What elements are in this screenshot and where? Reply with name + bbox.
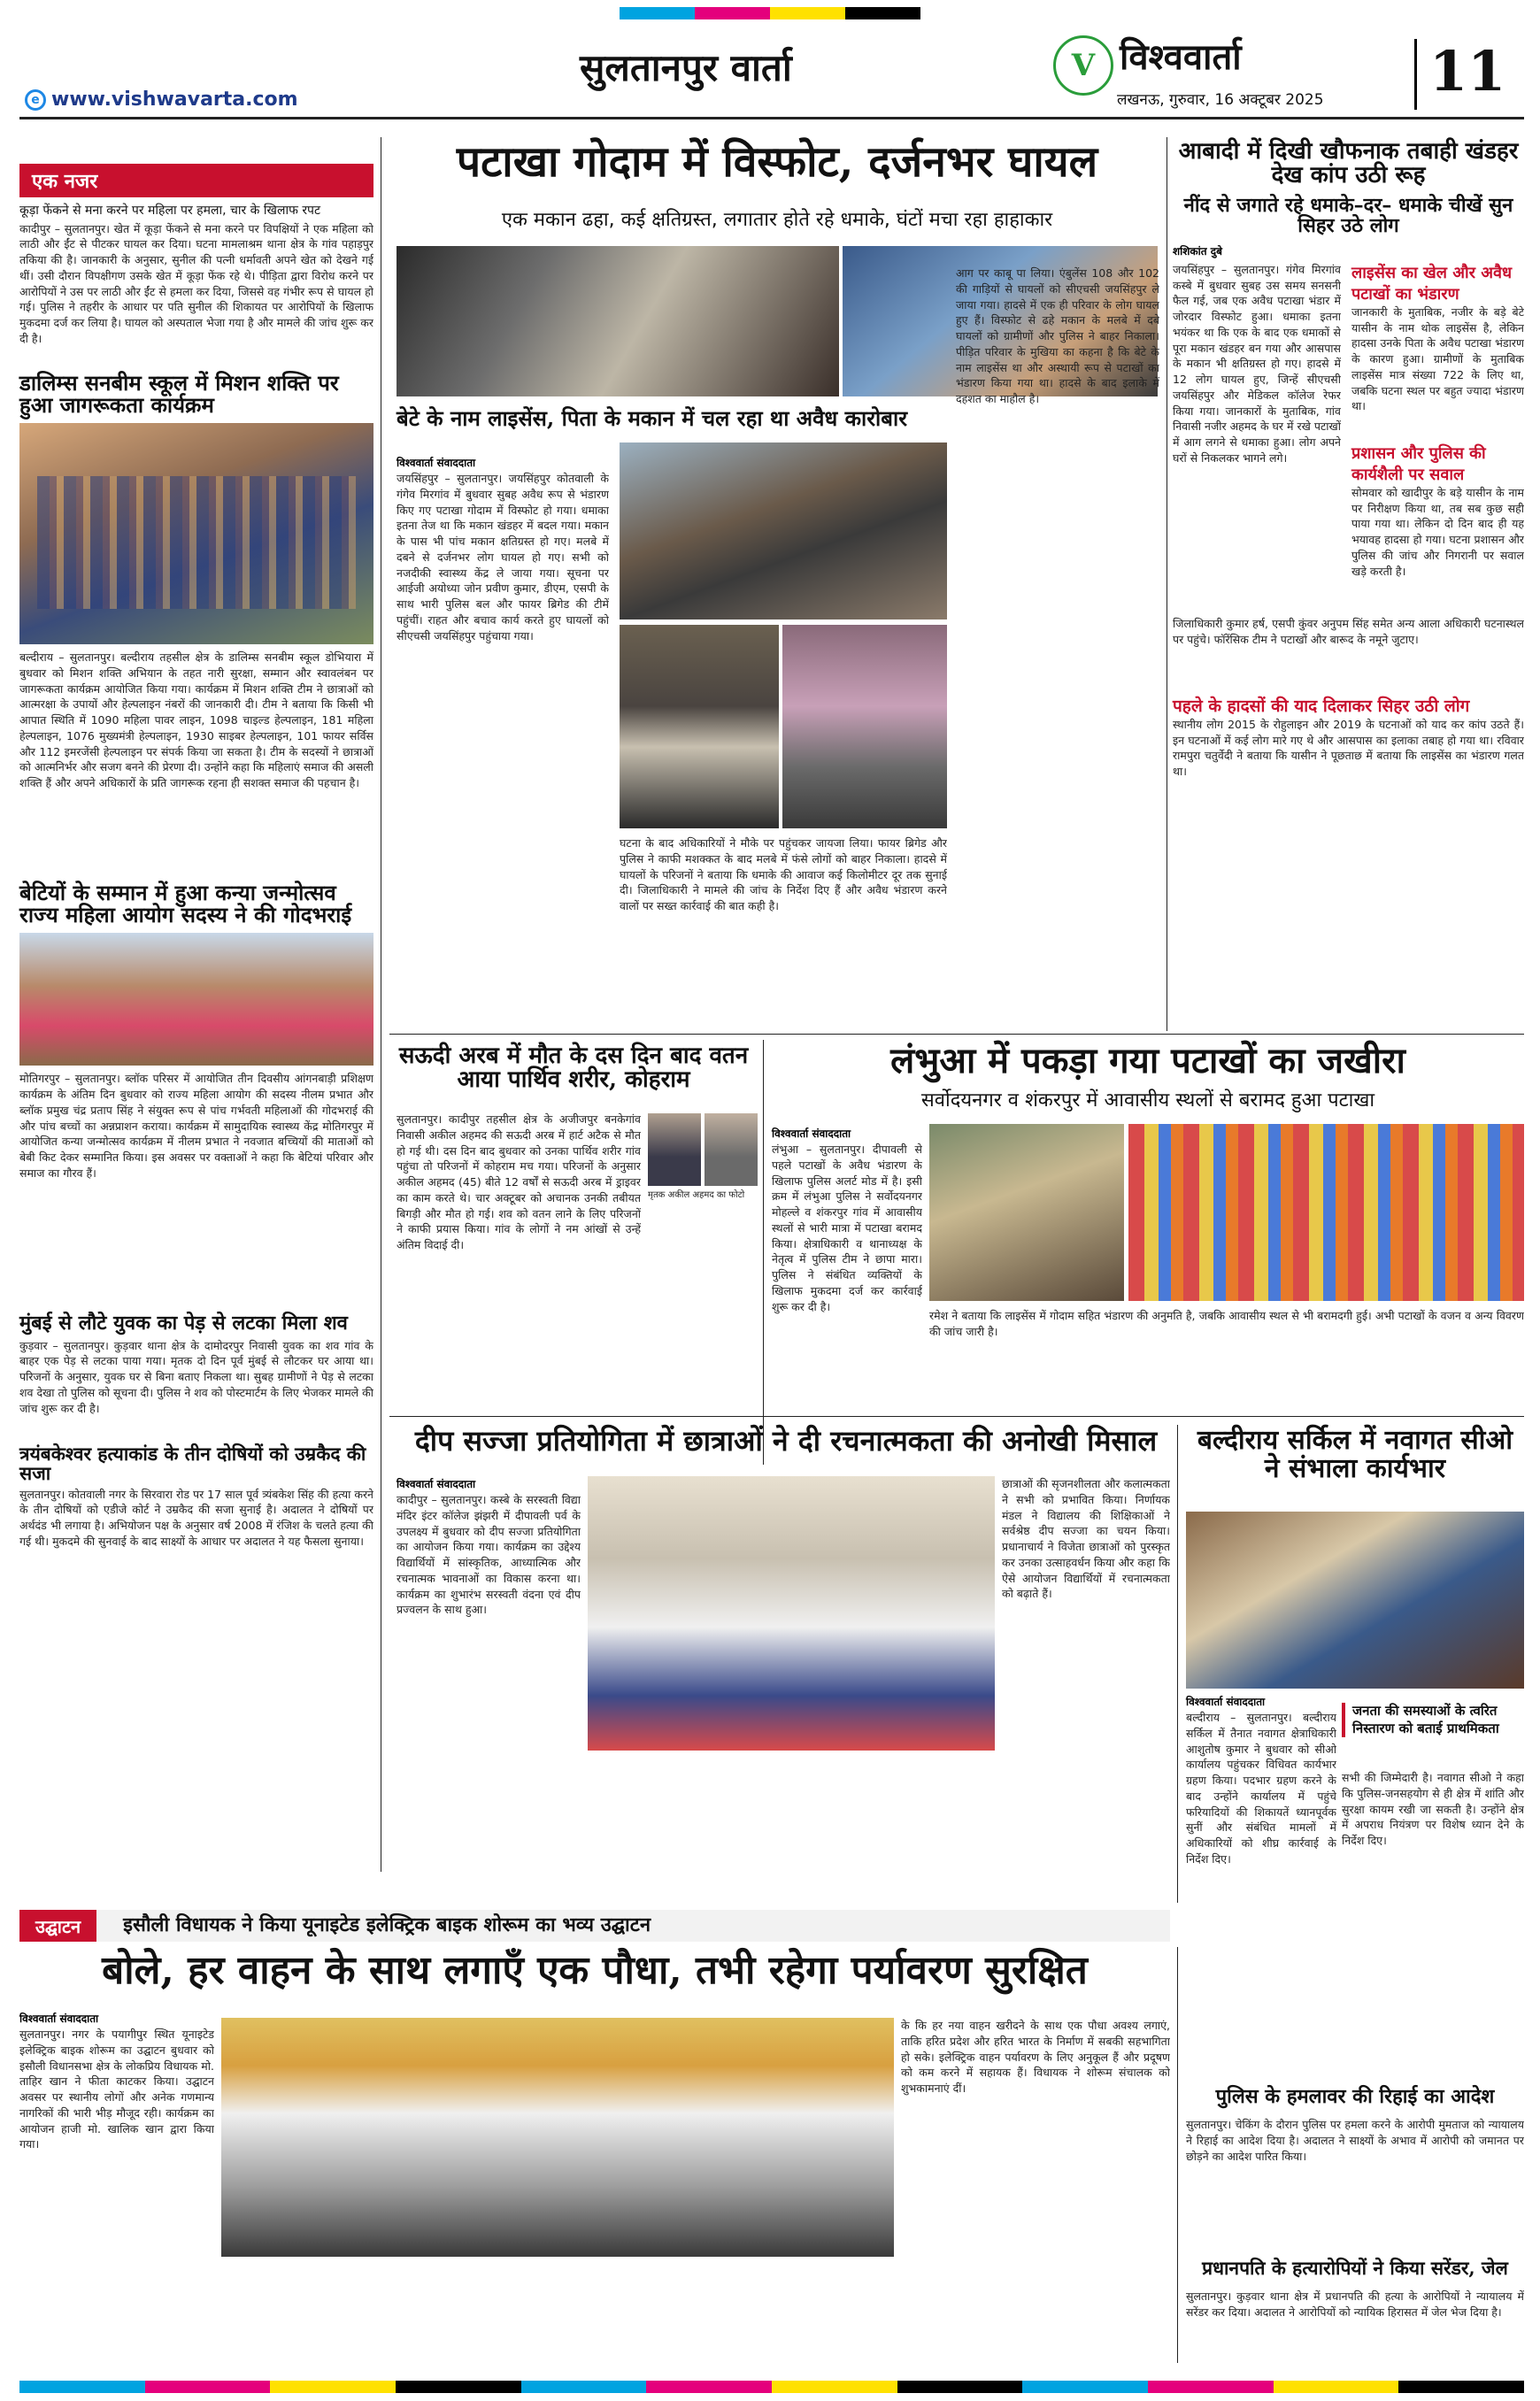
co-office-photo (1186, 1512, 1524, 1689)
udghatan-byline: विश्ववार्ता संवाददाता (19, 2012, 99, 2025)
saudi-rule (763, 1040, 764, 1465)
baldirai-body2: सभी की जिम्मेदारी है। नवागत सीओ ने कहा कि पुलिस-जनसहयोग से ही क्षेत्र में शांति और सुरक्षा कायम रखी जा सकती है। उन्होंने क्षेत्र में अपराध नियंत्रण पर विशेष ध्यान देने के निर्देश दिए। (1342, 1771, 1524, 1847)
students-group-photo (588, 1476, 995, 1751)
lead-body-col1: जयसिंहपुर – सुलतानपुर। जयसिंहपुर कोतवाली के गंगेव मिरगांव में बुधवार सुबह अवैध रूप से भंडारण किए गए पटाखा गोदाम में विस्फोट हो गया। धमाका इतना तेज था कि मकान खंडहर में बदल गया। मकान के पास भी पांच मकान क्षतिग्रस्त हो गए। मलबे में दबने से दर्जनभर लोग घायल हो गए। सभी को नजदीकी स्वास्थ्य केंद्र ले जाया गया। सूचना पर आईजी अयोध्या जोन प्रवीण कुमार, डीएम, एसपी के साथ भारी पुलिस बल और फायर ब्रिगेड की टीमें पहुंचीं। राहत और बचाव कार्य करते हुए घायलों को सीएचसी जयसिंहपुर पहुंचाया गया। (397, 472, 609, 643)
deep-byline: विश्ववार्ता संवाददाता (397, 1478, 476, 1490)
box1-title: लाइसेंस का खेल और अवैध पटाखों का भंडारण (1351, 263, 1513, 304)
mid-rule-2 (389, 1416, 1524, 1417)
lead-body-col3: घटना के बाद अधिकारियों ने मौके पर पहुंचकर जायजा लिया। फायर ब्रिगेड और पुलिस ने काफी मशक्कत के बाद मलबे में फंसे लोगों को बाहर निकाला। हादसे में घायलों के परिजनों ने बताया कि धमाके की आवाज कई किलोमीटर दूर तक सुनाई दी। जिलाधिकारी ने मामले की जांच के निर्देश दिए हैं और अवैध भंडारण करने वालों पर सख्त कार्रवाई की बात कही है। (620, 836, 947, 912)
lead-kicker: बेटे के नाम लाइसेंस, पिता के मकान में चल रहा था अवैध कारोबार (397, 405, 908, 431)
lead-body-col2: आग पर काबू पा लिया। एंबुलेंस 108 और 102 की गाड़ियों से घायलों को सीएचसी जयसिंहपुर ले जाया गया। हादसे में एक ही परिवार के लोग घायल हुए हैं। विस्फोट से ढहे मकान के मलबे में दबे घायलों को ग्रामीणों और पुलिस ने बाहर निकाला। पीड़ित परिवार के मुखिया का कहना है कि बेटे के नाम लाइसेंस था और अस्थायी रूप से पटाखों का भंडारण किया गया था। हादसे के बाद इलाके में दहशत का माहौल है। (956, 266, 1159, 405)
page-number: 11 (1429, 39, 1506, 104)
lambhua-subhead: सर्वोदयनगर व शंकरपुर में आवासीय स्थलों से बरामद हुआ पटाखा (920, 1089, 1375, 1112)
injured-victims-photo (397, 246, 839, 396)
box2-title: प्रशासन और पुलिस की कार्यशैली पर सवाल (1351, 443, 1486, 484)
crowd-debris-photo (782, 625, 947, 828)
story1-headline: कूड़ा फेंकने से मना करने पर महिला पर हमला, चार के खिलाफ रपट (19, 204, 321, 218)
right-top-box (1173, 140, 1524, 1034)
seized-crackers-photo-1 (929, 1124, 1124, 1301)
saudi-headline: सऊदी अरब में मौत के दस दिन बाद वतन आया पार्थिव शरीर, कोहराम (398, 1043, 749, 1094)
header (0, 0, 1540, 119)
police-headline2: प्रधानपति के हत्यारोपियों ने किया सरेंडर, जेल (1202, 2257, 1508, 2279)
udghatan-body: सुलतानपुर। नगर के पयागीपुर स्थित यूनाइटेड इलेक्ट्रिक बाइक शोरूम का उद्घाटन बुधवार को इसौली विधानसभा क्षेत्र के लोकप्रिय विधायक मो. ताहिर खान ने फीता काटकर किया। उद्घाटन अवसर पर स्थानीय लोगों और अनेक गणमान्य नागरिकों की भारी भीड़ मौजूद रही। कार्यक्रम का आयोजन हाजी मो. खालिक खान द्वारा किया गया। (19, 2028, 214, 2151)
box1-body: जानकारी के मुताबिक, नजीर के बड़े बेटे यासीन के नाम थोक लाइसेंस है, लेकिन हादसा उनके पिता के अवैध पटाखा भंडारण के कारण हुआ। ग्रामीणों के मुताबिक लाइसेंस मात्र संख्या 722 के लिए था, जबकि घटना स्थल पर बहुत ज्यादा भंडारण था। (1351, 304, 1524, 413)
collapsed-house-photo (620, 442, 947, 619)
police-rule (1177, 1947, 1178, 2363)
page-number-divider (1414, 39, 1417, 110)
deep-headline: दीप सज्जा प्रतियोगिता में छात्राओं ने दी रचनात्मकता की अनोखी मिसाल (414, 1424, 1158, 1458)
brand-name: विश्ववार्ता (1120, 36, 1242, 78)
saudi-photo-caption: मृतक अकील अहमद का फोटो (648, 1190, 745, 1200)
registration-mark-bottom (19, 2381, 1524, 2393)
story3-headline: बेटियों के सम्मान में हुआ कन्या जन्मोत्सव राज्य महिला आयोग सदस्य ने की गोदभराई (19, 880, 352, 928)
story5-headline: त्रयंबकेश्वर हत्याकांड के तीन दोषियों को उम्रकैद की सजा (19, 1442, 366, 1484)
right-byline: शशिकांत दुबे (1173, 244, 1222, 258)
baldirai-body: बल्दीराय – सुलतानपुर। बल्दीराय सर्किल में तैनात नवागत क्षेत्राधिकारी आशुतोष कुमार ने बुधवार को सीओ कार्यालय पहुंचकर विधिवत कार्यभार ग्रहण किया। पदभार ग्रहण करने के बाद उन्होंने कार्यालय में पहुंचे फरियादियों की शिकायतें ध्यानपूर्वक सुनीं और संबंधित मामलों में अधिकारियों को शीघ्र कार्रवाई के निर्देश दिए। (1186, 1711, 1336, 1866)
ie-globe-icon: e (25, 89, 46, 111)
registration-mark-top (620, 7, 920, 19)
deep-rule (1177, 1425, 1178, 1903)
ek-nazar-tag: एक नजर (19, 164, 373, 197)
story1-body: कादीपुर – सुलतानपुर। खेत में कूड़ा फेंकने से मना करने पर विपक्षियों ने एक महिला को लाठी और ईंट से पीटकर घायल कर दिया। घटना मामलाश्रम थाना क्षेत्र के गांव पहाड़पुर तकिया की है। जानकारी के अनुसार, सुनील की पत्नी धर्मावती अपने खेत को देखने गई थीं। उसी दौरान विपक्षीगण उसके खेत में कूड़ा फेंक रहे थे। पीड़िता द्वारा विरोध करने पर आरोपियों ने उस पर लाठी और ईंट से हमला कर दिया, जिससे वह गंभीर रूप से घायल हो गई। पुलिस ने तहरीर के आधार पर पति सुनील की शिकायत पर आरोपियों के खिलाफ मुकदमा दर्ज कर लिया है। घायल को अस्पताल भेजा गया है और मामले की जांच शुरू कर दी है। (19, 221, 373, 345)
header-rule (19, 117, 1524, 119)
police-body2: सुलतानपुर। कुड़वार थाना क्षेत्र में प्रधानपति की हत्या के आरोपियों ने न्यायालय में सरेंडर कर दिया। अदालत ने आरोपियों को न्यायिक हिरासत में जेल भेज दिया है। (1186, 2289, 1524, 2319)
udghatan-headline: बोले, हर वाहन के साथ लगाएँ एक पौधा, तभी रहेगा पर्यावरण सुरक्षित (102, 1948, 1088, 1993)
box3-body: स्थानीय लोग 2015 के रोहुलाइन और 2019 के घटनाओं को याद कर कांप उठते हैं। इन घटनाओं में कई लोग मारे गए थे और आसपास का इलाका तबाह हो गया था। रविवार रामपुरा चतुर्वेदी ने बताया कि यासीन ने पूछताछ में बताया कि लाइसेंस का भंडारण गलत था। (1173, 717, 1524, 779)
right-col2-body: जिलाधिकारी कुमार हर्ष, एसपी कुंवर अनुपम सिंह समेत अन्य आला अधिकारी घटनास्थल पर पहुंचे। फॉरेंसिक टीम ने पटाखों और बारूद के नमूने जुटाए। (1173, 616, 1524, 646)
lambhua-body2: रमेश ने बताया कि लाइसेंस में गोदाम सहित भंडारण की अनुमति है, जबकि आवासीय स्थल से भी बरामदगी हुई। अभी पटाखों के वजन व अन्य विवरण की जांच जारी है। (929, 1309, 1524, 1338)
right-headline1: आबादी में दिखी खौफनाक तबाही खंडहर देख कांप उठी रूह (1178, 138, 1519, 189)
deep-body: कादीपुर – सुलतानपुर। कस्बे के सरस्वती विद्या मंदिर इंटर कॉलेज झंझरी में दीपावली पर्व के उपलक्ष्य में बुधवार को दीप सज्जा प्रतियोगिता का आयोजन किया गया। कार्यक्रम का उद्देश्य विद्यार्थियों में सांस्कृतिक, आध्यात्मिक और रचनात्मक भावनाओं का विकास करना था। कार्यक्रम का शुभारंभ सरस्वती वंदना एवं दीप प्रज्वलन के साथ हुआ। (397, 1493, 581, 1617)
showroom-inauguration-photo (221, 2018, 894, 2257)
mid-rule-1 (389, 1034, 1524, 1035)
deceased-portrait-photo-1 (648, 1113, 701, 1186)
saudi-body: सुलतानपुर। कादीपुर तहसील क्षेत्र के अजीजपुर बनकेगांव निवासी अकील अहमद की सऊदी अरब में हार्ट अटैक से मौत हो गई थी। दस दिन बाद बुधवार को उनका पार्थिव शरीर गांव पहुंचा तो परिजनों में कोहराम मच गया। परिजनों के अनुसार अकील अहमद (45) बीते 12 वर्षों से सऊदी अरब में ड्राइवर का काम करते थे। चार अक्टूबर को अचानक उनकी तबीयत बिगड़ी और मौत हो गई। शव को वतन लाने के लिए परिजनों ने काफी प्रयास किया। गांव के लोगों ने नम आंखों से उन्हें अंतिम विदाई दी। (397, 1112, 641, 1251)
story5-body: सुलतानपुर। कोतवाली नगर के सिरवारा रोड पर 17 साल पूर्व त्र्यंबकेश सिंह की हत्या करने के तीन दोषियों को एडीजे कोर्ट ने उम्रकैद की सजा सुनाई है। अदालत ने दोषियों पर अर्थदंड भी लगाया है। अभियोजन पक्ष के अनुसार वर्ष 2008 में रंजिश के चलते हत्या की गई थी। मुकदमे की सुनवाई के बाद साक्ष्यों के आधार पर अदालत ने यह फैसला सुनाया। (19, 1487, 373, 1548)
baldirai-pullquote: जनता की समस्याओं के त्वरित निस्तारण को बताई प्राथमिकता (1342, 1703, 1524, 1737)
police-body: सुलतानपुर। चेकिंग के दौरान पुलिस पर हमला करने के आरोपी मुमताज को न्यायालय ने रिहाई का आदेश दिया है। अदालत ने साक्ष्यों के अभाव में आरोपी को जमानत पर छोड़ने का आदेश पारित किया। (1186, 2118, 1524, 2163)
story4-body: कुड़वार – सुलतानपुर। कुड़वार थाना क्षेत्र के दामोदरपुर निवासी युवक का शव गांव के बाहर एक पेड़ से लटका पाया गया। मृतक दो दिन पूर्व मुंबई से लौटकर घर आया था। परिजनों के अनुसार, युवक घर से बिना बताए निकला था। सुबह ग्रामीणों ने पेड़ से लटका शव देखा तो पुलिस को सूचना दी। पुलिस ने शव को पोस्टमार्टम के लिए भेजकर मामले की जांच शुरू कर दी है। (19, 1338, 373, 1415)
box2-body: सोमवार को खादीपुर के बड़े यासीन के नाम पर निरीक्षण किया था, तब सब कुछ सही पाया गया था। लेकिन दो दिन बाद ही यह भयावह हादसा हो गया। घटना प्रशासन और पुलिस की जांच और निगरानी पर सवाल खड़े करती है। (1351, 485, 1524, 578)
police-headline: पुलिस के हमलावर की रिहाई का आदेश (1215, 2085, 1495, 2108)
udghatan-banner (19, 1910, 1170, 1942)
deceased-portrait-photo-2 (705, 1113, 758, 1186)
mission-shakti-photo (19, 423, 373, 644)
baldirai-headline: बल्दीराय सर्किल में नवागत सीओ ने संभाला कार्यभार (1197, 1425, 1513, 1484)
right-headline2: नींद से जगाते रहे धमाके–दर– धमाके चीखें सुन सिहर उठे लोग (1183, 193, 1513, 237)
lead-byline: विश्ववार्ता संवाददाता (397, 457, 476, 469)
udghatan-kicker: इसौली विधायक ने किया यूनाइटेड इलेक्ट्रिक बाइक शोरूम का भव्य उद्घाटन (123, 1913, 651, 1937)
udghatan-body2: के कि हर नया वाहन खरीदने के साथ एक पौधा अवश्य लगाएं, ताकि हरित प्रदेश और हरित भारत के निर्माण में सबकी सहभागिता हो सके। इलेक्ट्रिक वाहन पर्यावरण के लिए अनुकूल हैं और प्रदूषण को कम करने में सहायक हैं। विधायक ने शोरूम संचालक को शुभकामनाएं दीं। (901, 2019, 1170, 2095)
story3-body: मोतिगरपुर – सुलतानपुर। ब्लॉक परिसर में आयोजित तीन दिवसीय आंगनबाड़ी प्रशिक्षण कार्यक्रम के अंतिम दिन बुधवार को राज्य महिला आयोग की सदस्य नीलम प्रभात और ब्लॉक प्रमुख चंद्र प्रताप सिंह ने संयुक्त रूप से पांच गर्भवती महिलाओं की गोदभराई की और पांच बच्चों का अन्नप्राशन कराया। कार्यक्रम में सामुदायिक स्वास्थ्य केंद्र मोतिगरपुर में आयोजित कन्या जन्मोत्सव कार्यक्रम में नीलम प्रभात ने नवजात बच्चियों की माताओं को बेबी किट देकर सम्मानित किया। इस अवसर पर वक्ताओं ने कहा कि बेटियां परिवार और समाज का गौरव हैं। (19, 1072, 373, 1180)
lead-headline: पटाखा गोदाम में विस्फोट, दर्जनभर घायल (456, 137, 1098, 187)
left-column (19, 164, 373, 2137)
udghatan-tag: उद्घाटन (19, 1910, 96, 1942)
dateline: लखनऊ, गुरुवार, 16 अक्टूबर 2025 (1117, 91, 1324, 109)
lambhua-body: लंभुआ – सुलतानपुर। दीपावली से पहले पटाखों के अवैध भंडारण के खिलाफ पुलिस अलर्ट मोड में है। इसी क्रम में लंभुआ पुलिस ने सर्वोदयनगर मोहल्ले व शंकरपुर गांव में आवासीय स्थलों से भारी मात्रा में पटाखा बरामद किया। क्षेत्राधिकारी व थानाध्यक्ष के नेतृत्व में पुलिस टीम ने छापा मारा। पुलिस ने संबंधित व्यक्तियों के खिलाफ मुकदमा दर्ज कर कार्रवाई शुरू कर दी है। (772, 1143, 922, 1313)
lead-subhead: एक मकान ढहा, कई क्षतिग्रस्त, लगातार होते रहे धमाके, घंटों मचा रहा हाहाकार (501, 209, 1053, 231)
story2-headline: डालिम्स सनबीम स्कूल में मिशन शक्ति पर हुआ जागरूकता कार्यक्रम (19, 369, 339, 418)
story2-body: बल्दीराय – सुलतानपुर। बल्दीराय तहसील क्षेत्र के डालिम्स सनबीम स्कूल डोभियारा में बुधवार को मिशन शक्ति अभियान के तहत नारी सुरक्षा, सम्मान और स्वावलंबन पर जागरूकता कार्यक्रम आयोजित किया गया। कार्यक्रम में मिशन शक्ति टीम ने छात्राओं को आत्मरक्षा के उपायों और हेल्पलाइन नंबरों की जानकारी दी। टीम ने बताया कि किसी भी आपात स्थिति में 1090 महिला पावर लाइन, 1098 चाइल्ड हेल्पलाइन, 181 महिला हेल्पलाइन, 1076 मुख्यमंत्री हेल्पलाइन, 1930 साइबर हेल्पलाइन, 101 फायर सर्विस और 112 इमरजेंसी हेल्पलाइन पर संपर्क किया जा सकता है। टीम के सदस्यों ने छात्राओं को आत्मनिर्भर और सजग बनने की प्रेरणा दी। उन्होंने कहा कि महिलाएं समाज की असली शक्ति हैं और अपने अधिकारों के प्रति जागरूक रहना ही सशक्त समाज की पहचान है। (19, 650, 373, 790)
deep-body2: छात्राओं की सृजनशीलता और कलात्मकता ने सभी को प्रभावित किया। निर्णायक मंडल ने विद्यालय की शिक्षिकाओं ने सर्वश्रेष्ठ दीप सज्जा का चयन किया। प्रधानाचार्य ने विजेता छात्राओं को पुरस्कृत कर उनका उत्साहवर्धन किया और कहा कि ऐसे आयोजन विद्यार्थियों में रचनात्मकता को बढ़ाते हैं। (1002, 1477, 1170, 1601)
seized-crackers-photo-2 (1128, 1124, 1524, 1301)
right-body: जयसिंहपुर – सुलतानपुर। गंगेव मिरगांव कस्बे में बुधवार सुबह उस समय सनसनी फैल गई, जब एक अवैध पटाखा भंडार में जोरदार विस्फोट हुआ। धमाका इतना भयंकर था कि एक के बाद एक धमाकों से पूरा मकान खंडहर बन गया और आसपास के मकान भी क्षतिग्रस्त हो गए। हादसे में 12 लोग घायल हुए, जिन्हें सीएचसी जयसिंहपुर और मेडिकल कॉलेज रेफर किया गया। जानकारों के मुताबिक, गांव निवासी नजीर अहमद के घर में रखे पटाखों में आग लगने से धमाका हुआ। लोग अपने घरों से निकलकर भागने लगे। (1173, 262, 1341, 465)
section-title: सुलतानपुर वार्ता (580, 46, 792, 89)
box3-title: पहले के हादसों की याद दिलाकर सिहर उठी लोग (1173, 696, 1470, 716)
website-link[interactable]: e www.vishwavarta.com (25, 88, 298, 111)
lambhua-byline: विश्ववार्ता संवाददाता (772, 1127, 851, 1140)
baldirai-byline: विश्ववार्ता संवाददाता (1186, 1696, 1266, 1708)
lambhua-headline: लंभुआ में पकड़ा गया पटाखों का जखीरा (890, 1040, 1405, 1081)
kanya-janmotsav-photo (19, 933, 373, 1066)
firefighting-photo (620, 625, 779, 828)
vv-logo-icon: V (1053, 35, 1113, 96)
story4-headline: मुंबई से लौटे युवक का पेड़ से लटका मिला शव (19, 1312, 348, 1335)
